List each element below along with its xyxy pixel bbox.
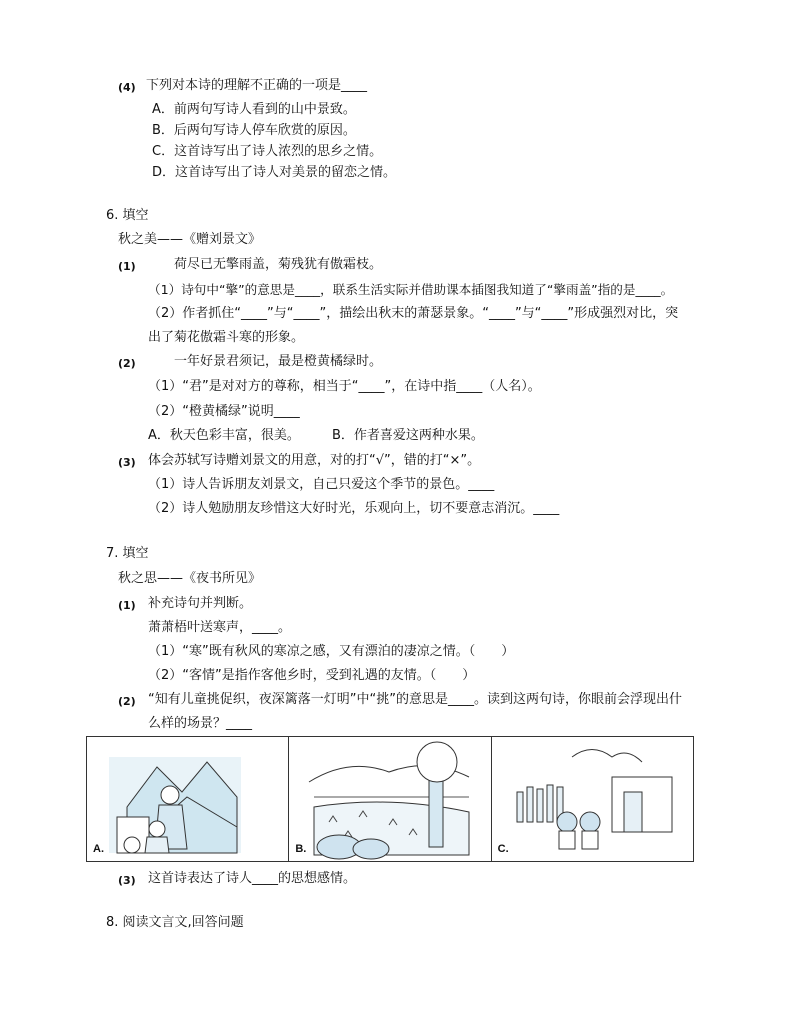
image-option-c[interactable] (492, 737, 693, 861)
image-option-label: A. (93, 843, 104, 855)
image-option-label: B. (295, 843, 307, 855)
image-options-row (86, 736, 694, 862)
poem-line: 荷尽已无擎雨盖，菊残犹有傲霜枝。 (174, 257, 383, 272)
image-option-label: C. (497, 843, 509, 855)
question-number: (4) (118, 81, 136, 94)
option-d: D．这首诗写出了诗人对美景的留恋之情。 (152, 165, 397, 180)
question-stem: 补充诗句并判断。 (148, 596, 253, 611)
poem-line: 一年好景君须记，最是橙黄橘绿时。 (174, 354, 383, 369)
question-number: (3) (118, 874, 136, 887)
question-stem: 这首诗表达了诗人____的思想感情。 (148, 871, 357, 886)
scene-children-by-fence-illustration (492, 737, 693, 861)
sub-question: （1）“寒”既有秋风的寒凉之感，又有漂泊的凄凉之情。（ ） (148, 644, 515, 659)
sub-question: （1）诗句中“擎”的意思是____，联系生活实际并借助课本插图我知道了“擎雨盖”指的是____。 (148, 282, 674, 297)
question-stem: 体会苏轼写诗赠刘景文的用意，对的打“√”，错的打“×”。 (148, 453, 481, 468)
question-stem-continued: 么样的场景？____ (148, 716, 253, 731)
option-a: A．秋天色彩丰富，很美。 (148, 428, 300, 443)
poem-line: 萧萧梧叶送寒声，____。 (148, 620, 292, 635)
sub-question: （2）作者抓住“____”与“____”，描绘出秋末的萧瑟景象。“____”与“____”形成强烈对比，突 (148, 306, 679, 321)
sub-question: （2）“客情”是指作客他乡时，受到礼遇的友情。（ ） (148, 668, 476, 683)
scene-field-tree-illustration (289, 737, 491, 861)
question-number: (1) (118, 260, 136, 273)
question-number: (2) (118, 695, 136, 708)
option-c: C．这首诗写出了诗人浓烈的思乡之情。 (152, 144, 383, 159)
question-stem: 下列对本诗的理解不正确的一项是____ (146, 78, 368, 93)
option-b: B．作者喜爱这两种水果。 (332, 428, 484, 443)
sub-question: （2）“橙黄橘绿”说明____ (148, 404, 300, 419)
question-number: (2) (118, 357, 136, 370)
question-number: (1) (118, 599, 136, 612)
sub-question-continued: 出了菊花傲霜斗寒的形象。 (148, 330, 305, 345)
option-b: B．后两句写诗人停车欣赏的原因。 (152, 123, 356, 138)
section-subtitle: 秋之思——《夜书所见》 (118, 571, 262, 586)
question-title: 7. 填空 (106, 546, 149, 561)
option-a: A．前两句写诗人看到的山中景致。 (152, 102, 356, 117)
scene-mountain-travelers-illustration (87, 737, 289, 861)
sub-question: （1）诗人告诉朋友刘景文，自己只爱这个季节的景色。____ (148, 477, 495, 492)
sub-question: （1）“君”是对对方的尊称，相当于“____”，在诗中指____（人名）。 (148, 379, 541, 394)
question-number: (3) (118, 456, 136, 469)
section-subtitle: 秋之美——《赠刘景文》 (118, 232, 262, 247)
image-option-b[interactable] (289, 737, 491, 861)
image-option-a[interactable] (87, 737, 289, 861)
question-stem: “知有儿童挑促织，夜深篱落一灯明”中“挑”的意思是____。读到这两句诗，你眼前会浮现出什 (148, 692, 682, 707)
question-title: 8. 阅读文言文,回答问题 (106, 915, 244, 930)
sub-question: （2）诗人勉励朋友珍惜这大好时光，乐观向上，切不要意志消沉。____ (148, 501, 560, 516)
question-title: 6. 填空 (106, 208, 149, 223)
